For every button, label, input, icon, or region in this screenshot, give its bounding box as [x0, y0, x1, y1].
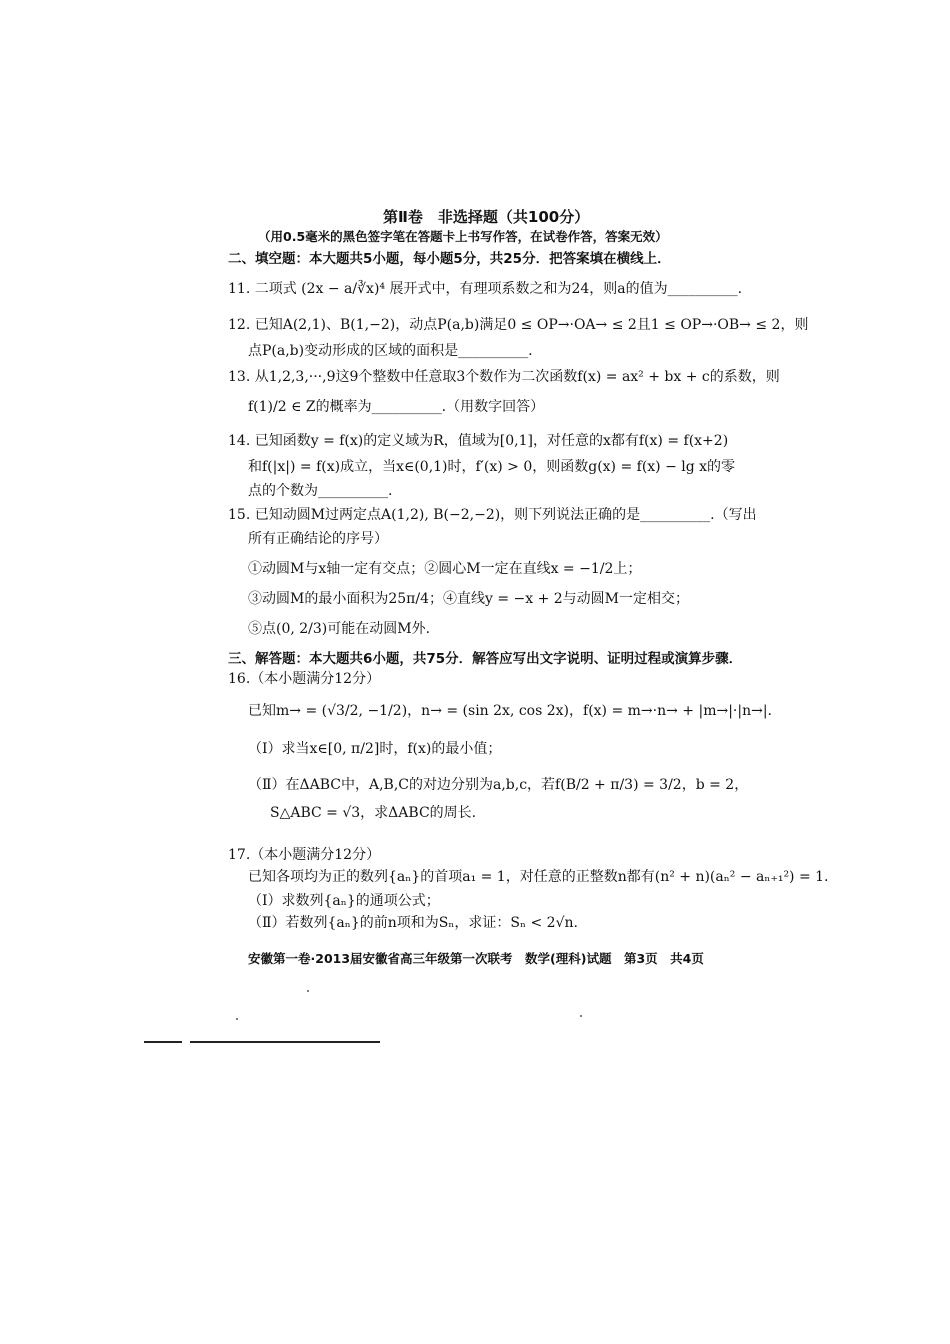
question-16-header: 16.（本小题满分12分） — [228, 671, 381, 687]
scan-speck — [236, 1018, 238, 1020]
scan-speck — [580, 1015, 582, 1017]
fill-in-heading: 二、填空题：本大题共5小题，每小题5分，共25分．把答案填在横线上． — [228, 251, 671, 267]
question-17-part-1: （Ⅰ）求数列{aₙ}的通项公式； — [248, 893, 440, 909]
question-17-given: 已知各项均为正的数列{aₙ}的首项a₁ = 1，对任意的正整数n都有(n² + n)(aₙ² − aₙ₊₁²) = 1. — [248, 869, 829, 885]
question-14-line-3: 点的个数为__________. — [248, 483, 393, 499]
question-16-given: 已知m→ = (√3/2, −1/2)，n→ = (sin 2x, cos 2x)，f(x) = m→·n→ + |m→|·|n→|. — [248, 703, 773, 719]
question-11: 11. 二项式 (2x − a/∛x)⁴ 展开式中，有理项系数之和为24，则a的值为__________. — [228, 281, 743, 297]
question-16-part-2: （Ⅱ）在ΔABC中，A,B,C的对边分别为a,b,c，若f(B/2 + π/3) = 3/2，b = 2， — [248, 777, 749, 793]
question-13-line-1: 13. 从1,2,3,···,9这9个整数中任意取3个数作为二次函数f(x) = ax² + bx + c的系数，则 — [228, 369, 780, 385]
question-14-line-1: 14. 已知函数y = f(x)的定义域为R，值域为[0,1]，对任意的x都有f(x) = f(x+2) — [228, 433, 729, 449]
answer-instructions: （用0.5毫米的黑色签字笔在答题卡上书写作答，在试卷作答，答案无效） — [258, 229, 668, 244]
solution-heading: 三、解答题：本大题共6小题，共75分．解答应写出文字说明、证明过程或演算步骤． — [228, 651, 743, 667]
scan-speck — [307, 990, 309, 992]
question-12-line-1: 12. 已知A(2,1)、B(1,−2)，动点P(a,b)满足0 ≤ OP→·OA→ ≤ 2且1 ≤ OP→·OB→ ≤ 2，则 — [228, 317, 809, 333]
question-17-header: 17.（本小题满分12分） — [228, 847, 381, 863]
question-16-part-2-cont: S△ABC = √3，求ΔABC的周长. — [270, 805, 477, 821]
question-15-line-2: 所有正确结论的序号） — [248, 531, 388, 547]
question-15-option-2: ③动圆M的最小面积为25π/4；④直线y = −x + 2与动圆M一定相交； — [248, 591, 690, 607]
question-15-line-1: 15. 已知动圆M过两定点A(1,2), B(−2,−2)，则下列说法正确的是__________.（写出 — [228, 507, 757, 523]
scan-rule-short — [144, 1041, 182, 1043]
question-15-option-1: ①动圆M与x轴一定有交点；②圆心M一定在直线x = −1/2上； — [248, 561, 642, 577]
page-footer: 安徽第一卷·2013届安徽省高三年级第一次联考 数学(理科)试题 第3页 共4页 — [248, 951, 704, 966]
question-12-line-2: 点P(a,b)变动形成的区域的面积是__________. — [248, 343, 533, 359]
question-16-part-1: （Ⅰ）求当x∈[0, π/2]时，f(x)的最小值； — [248, 741, 502, 757]
scan-rule-long — [190, 1041, 380, 1043]
question-17-part-2: （Ⅱ）若数列{aₙ}的前n项和为Sₙ，求证：Sₙ < 2√n. — [248, 915, 578, 931]
question-14-line-2: 和f(|x|) = f(x)成立，当x∈(0,1)时，f′(x) > 0，则函数g(x) = f(x) − lg x的零 — [248, 459, 736, 475]
question-13-line-2: f(1)/2 ∈ Z的概率为__________.（用数字回答） — [248, 399, 545, 415]
question-15-option-3: ⑤点(0, 2/3)可能在动圆M外. — [248, 621, 431, 637]
section-title: 第Ⅱ卷 非选择题（共100分） — [383, 208, 590, 226]
